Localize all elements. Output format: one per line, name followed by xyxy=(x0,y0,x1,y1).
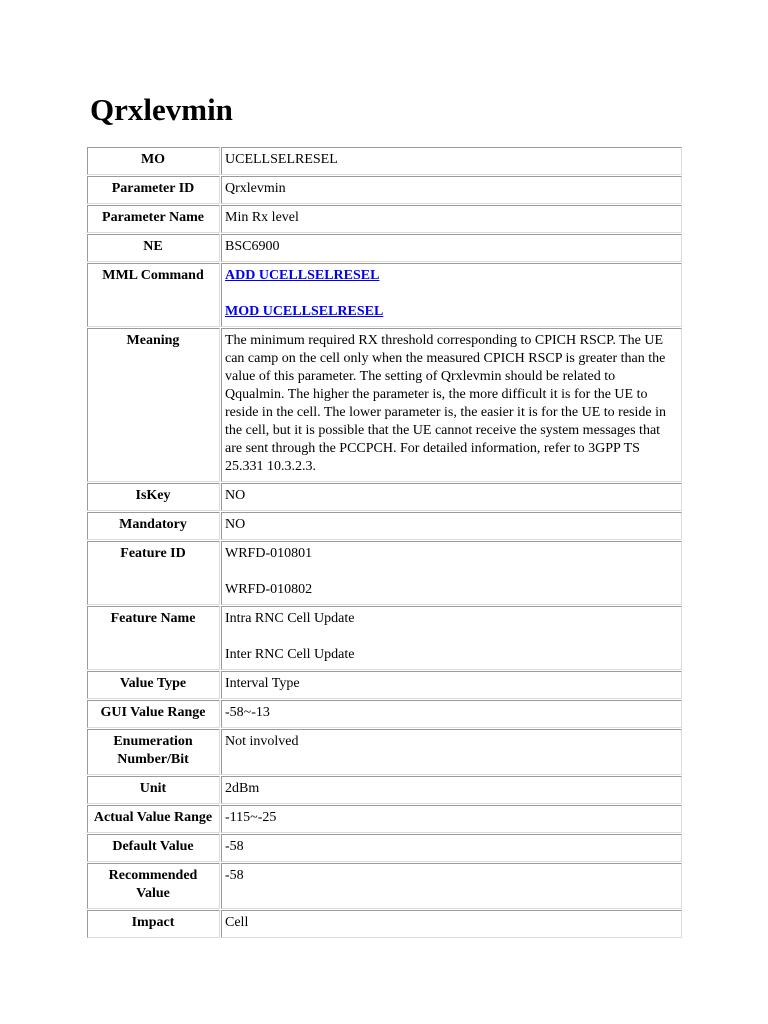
table-row-mandatory xyxy=(87,512,682,540)
link-wrapper xyxy=(225,267,677,285)
table-row-mml-command xyxy=(87,263,682,327)
row-label: Impact xyxy=(87,910,220,938)
row-label: Enumeration Number/Bit xyxy=(87,729,220,775)
value-text: Intra RNC Cell Update xyxy=(225,611,355,626)
row-value xyxy=(221,606,682,670)
row-label: Unit xyxy=(87,776,220,804)
row-label: Parameter Name xyxy=(87,205,220,233)
value-text: UCELLSELRESEL xyxy=(225,152,338,167)
value-text: NO xyxy=(225,517,246,532)
value-text: Not involved xyxy=(225,734,299,749)
row-label: MO xyxy=(87,147,220,175)
value-text: WRFD-010801 xyxy=(225,546,313,561)
value-text: 2dBm xyxy=(225,781,260,796)
add-ucellselresel-link[interactable]: ADD UCELLSELRESEL xyxy=(225,268,380,283)
value-text: -58 xyxy=(225,839,244,854)
row-value xyxy=(221,805,682,833)
row-value xyxy=(221,541,682,605)
row-value xyxy=(221,234,682,262)
table-row-iskey xyxy=(87,483,682,511)
value-text: Qrxlevmin xyxy=(225,181,286,196)
row-value xyxy=(221,263,682,327)
table-row-default-value xyxy=(87,834,682,862)
table-row-enumeration-number-bit xyxy=(87,729,682,775)
table-row-unit xyxy=(87,776,682,804)
row-value xyxy=(221,147,682,175)
page-title: Qrxlevmin xyxy=(90,92,233,127)
value-text: Interval Type xyxy=(225,676,300,691)
parameter-table xyxy=(86,146,683,939)
table-row-value-type xyxy=(87,671,682,699)
row-value xyxy=(221,671,682,699)
table-row-mo xyxy=(87,147,682,175)
row-label: Mandatory xyxy=(87,512,220,540)
table-row-parameter-id xyxy=(87,176,682,204)
table-row-feature-id xyxy=(87,541,682,605)
table-row-ne xyxy=(87,234,682,262)
table-row-actual-value-range xyxy=(87,805,682,833)
row-value xyxy=(221,910,682,938)
value-text: -58~-13 xyxy=(225,705,270,720)
table-row-feature-name xyxy=(87,606,682,670)
row-label: Feature Name xyxy=(87,606,220,670)
row-value xyxy=(221,512,682,540)
row-value xyxy=(221,328,682,482)
value-text: The minimum required RX threshold corresponding to CPICH RSCP. The UE can camp on the cell only when the measured CPICH RSCP is greater than the value of this parameter. The setting of Qrxlevmin should be related to Qqualmin. The higher the parameter is, the more difficult it is for the UE to reside in the cell. The lower parameter is, the easier it is for the UE to reside in the cell, but it is possible that the UE cannot receive the system messages that are sent through the PCCPCH. For detailed information, refer to 3GPP TS 25.331 10.3.2.3. xyxy=(225,333,666,474)
row-label: NE xyxy=(87,234,220,262)
value-text: -58 xyxy=(225,868,244,883)
table-row-recommended-value xyxy=(87,863,682,909)
table-row-parameter-name xyxy=(87,205,682,233)
value-text: -115~-25 xyxy=(225,810,277,825)
row-label: Recommended Value xyxy=(87,863,220,909)
table-row-gui-value-range xyxy=(87,700,682,728)
value-text: Cell xyxy=(225,915,249,930)
row-value xyxy=(221,776,682,804)
row-label: Actual Value Range xyxy=(87,805,220,833)
row-label: Parameter ID xyxy=(87,176,220,204)
row-label: Feature ID xyxy=(87,541,220,605)
row-label: Value Type xyxy=(87,671,220,699)
value-text: WRFD-010802 xyxy=(225,582,313,597)
row-value xyxy=(221,834,682,862)
row-label: IsKey xyxy=(87,483,220,511)
row-label: Default Value xyxy=(87,834,220,862)
row-value xyxy=(221,729,682,775)
link-wrapper xyxy=(225,303,677,321)
value-text: BSC6900 xyxy=(225,239,280,254)
table-row-impact xyxy=(87,910,682,938)
row-value xyxy=(221,176,682,204)
row-label: Meaning xyxy=(87,328,220,482)
row-value xyxy=(221,700,682,728)
mod-ucellselresel-link[interactable]: MOD UCELLSELRESEL xyxy=(225,304,384,319)
value-text: NO xyxy=(225,488,246,503)
table-row-meaning xyxy=(87,328,682,482)
row-value xyxy=(221,863,682,909)
row-label: MML Command xyxy=(87,263,220,327)
row-label: GUI Value Range xyxy=(87,700,220,728)
value-text: Inter RNC Cell Update xyxy=(225,647,355,662)
value-text: Min Rx level xyxy=(225,210,299,225)
row-value xyxy=(221,205,682,233)
row-value xyxy=(221,483,682,511)
